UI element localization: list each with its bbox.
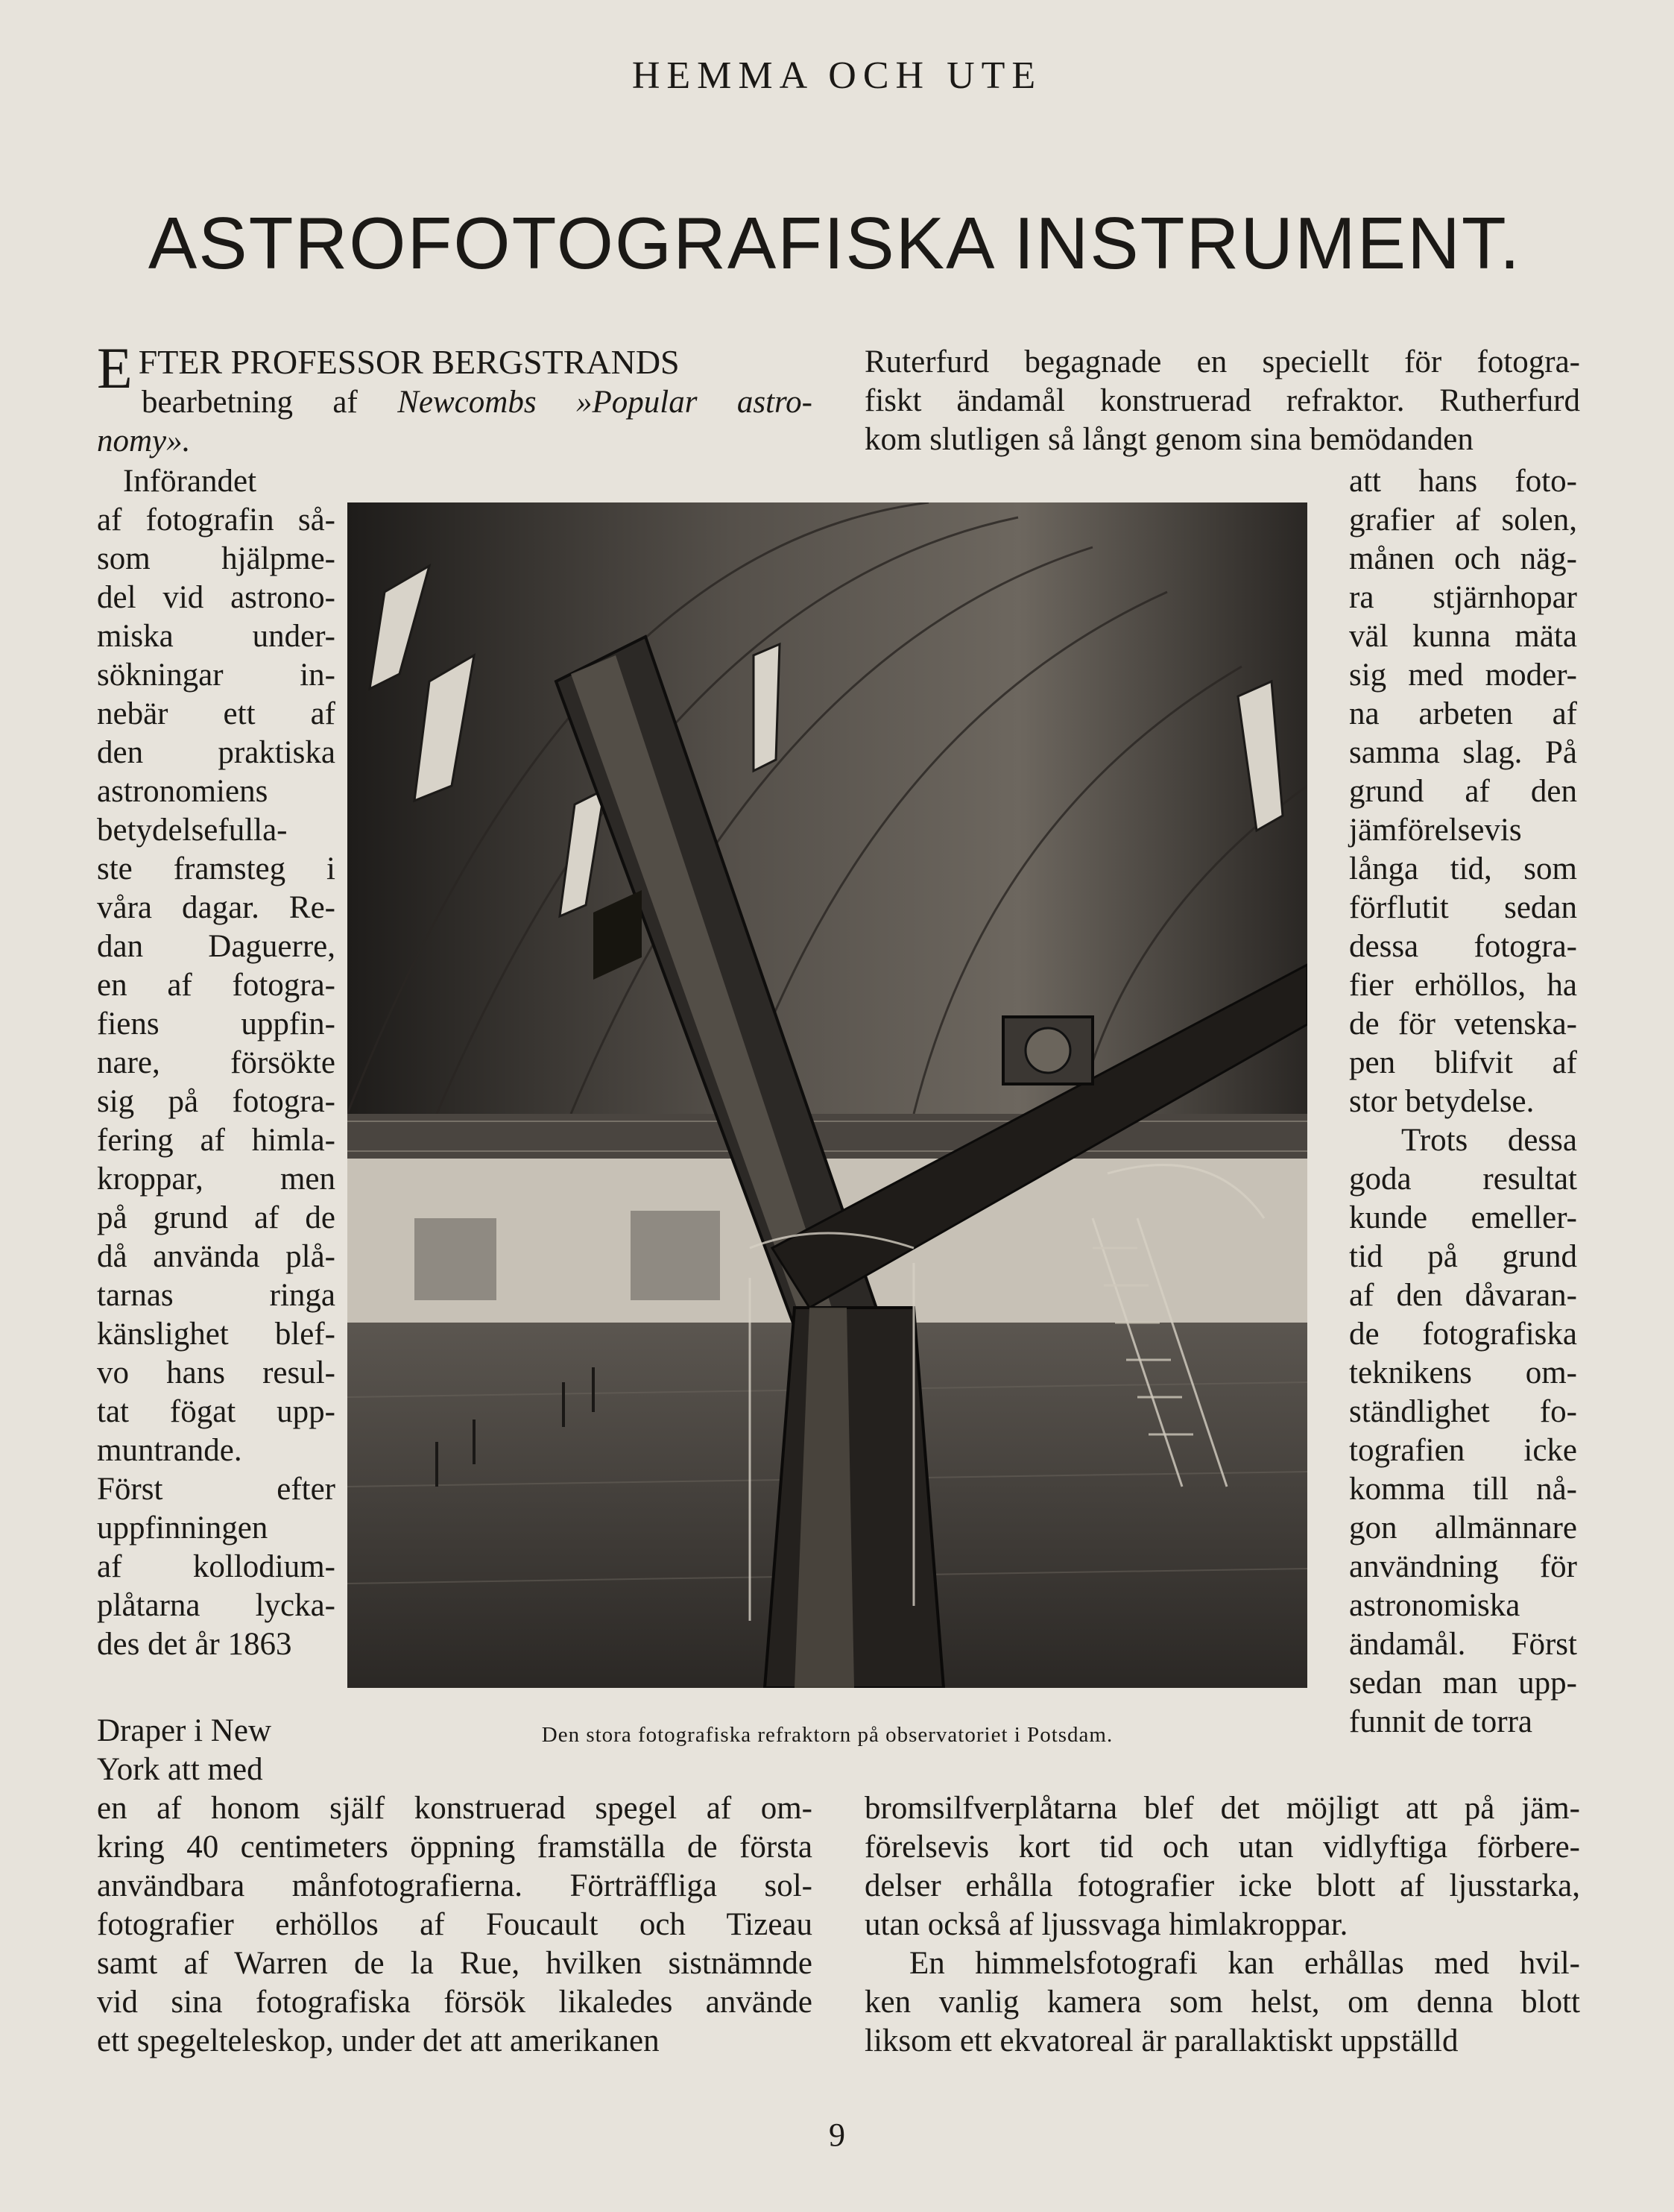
left-column-tail — [97, 1712, 320, 1789]
bottom-left-line: kring 40 centimeters öppning framställa de första — [97, 1830, 812, 1865]
photo-caption: Den stora fotografiska refraktorn på observatoriet i Potsdam. — [541, 1723, 1114, 1747]
bottom-right-line: utan också af ljussvaga himlakroppar. — [865, 1907, 1348, 1942]
bottom-right-line: förelsevis kort tid och utan vidlyftiga förbere- — [865, 1830, 1580, 1865]
bottom-left-column — [97, 1789, 812, 2061]
left-column-line: vo hans resul- — [97, 1355, 335, 1390]
left-column-line: ste framsteg i — [97, 851, 335, 886]
bottom-right-column — [865, 1789, 1580, 2061]
right-column-line: långa tid, som — [1349, 851, 1577, 886]
right-column-line: teknikens om- — [1349, 1355, 1577, 1390]
right-column-line: kunde emeller- — [1349, 1200, 1577, 1235]
left-column-line: den praktiska — [97, 735, 335, 770]
right-column-line: Trots dessa — [1401, 1123, 1577, 1158]
right-column-line: na arbeten af — [1349, 696, 1577, 731]
right-column-line: ra stjärnhopar — [1349, 580, 1577, 615]
right-column-line: tografien icke — [1349, 1433, 1577, 1468]
intro-heading-text: FTER PROFESSOR BERGSTRANDS — [138, 343, 680, 381]
left-column-line: muntrande. — [97, 1433, 242, 1468]
intro-line-2: bearbetning af Newcombs »Popular astro- — [142, 385, 812, 420]
right-column-line: dessa fotogra- — [1349, 929, 1577, 964]
left-column-line: af fotografin så- — [97, 502, 335, 538]
left-column-text — [97, 501, 335, 1664]
left-column-line: våra dagar. Re- — [97, 890, 335, 925]
right-top-line: Ruterfurd begagnade en speciellt för fotogra- — [865, 344, 1580, 379]
bottom-right-line: En himmelsfotografi kan erhållas med hvil- — [909, 1946, 1580, 1981]
left-column-line: af kollodium- — [97, 1549, 335, 1584]
right-column-line: de för vetenska- — [1349, 1006, 1577, 1042]
right-column-line: väl kunna mäta — [1349, 619, 1577, 654]
right-column-line: pen blifvit af — [1349, 1045, 1577, 1080]
left-column-line: då använda plå- — [97, 1239, 335, 1274]
bottom-right-line: bromsilfverplåtarna blef det möjligt att på jäm- — [865, 1791, 1580, 1826]
right-column-line: sedan man upp- — [1349, 1666, 1577, 1701]
left-column-line: uppfinningen — [97, 1510, 268, 1545]
bottom-left-line: fotografier erhöllos af Foucault och Tizeau — [97, 1907, 812, 1942]
left-column-line: miska under- — [97, 619, 335, 654]
right-column-line: tid på grund — [1349, 1239, 1577, 1274]
right-column-line: ständlighet fo- — [1349, 1394, 1577, 1429]
left-column-line: betydelsefulla- — [97, 813, 288, 848]
right-column-line: grafier af solen, — [1349, 502, 1577, 538]
right-column-line: goda resultat — [1349, 1162, 1577, 1197]
left-tail-line: York att med — [97, 1752, 263, 1787]
bottom-left-line: vid sina fotografiska försök likaledes använde — [97, 1985, 812, 2020]
right-column-line: af den dåvaran- — [1349, 1278, 1577, 1313]
right-top-line: fiskt ändamål konstruerad refraktor. Rutherfurd — [865, 383, 1580, 418]
intro-continuation — [97, 383, 812, 461]
right-column-line: användning för — [1349, 1549, 1577, 1584]
right-top-line: kom slutligen så långt genom sina bemödanden — [865, 422, 1474, 457]
intro-line-4: Införandet — [123, 464, 257, 499]
left-column-line: sig på fotogra- — [97, 1084, 335, 1119]
bottom-right-line: liksom ett ekvatoreal är parallaktiskt uppställd — [865, 2023, 1459, 2058]
bottom-left-line: en af honom själf konstruerad spegel af om- — [97, 1791, 812, 1826]
left-column-line: på grund af de — [97, 1200, 335, 1235]
bottom-left-line: ett spegelteleskop, under det att amerikanen — [97, 2023, 660, 2058]
right-column-line: stor betydelse. — [1349, 1084, 1535, 1119]
left-column-line: fiens uppfin- — [97, 1006, 335, 1042]
bottom-right-line: delser erhålla fotografier icke blott af ljusstarka, — [865, 1868, 1580, 1903]
right-column-line: ändamål. Först — [1349, 1627, 1577, 1662]
left-column-line: kroppar, men — [97, 1162, 335, 1197]
right-column-line: fier erhöllos, ha — [1349, 968, 1577, 1003]
right-column-line: gon allmännare — [1349, 1510, 1577, 1545]
right-column-line: att hans foto- — [1349, 464, 1577, 499]
right-column-line: astronomiska — [1349, 1588, 1520, 1623]
bottom-left-line: användbara månfotografierna. Förträffliga sol- — [97, 1868, 812, 1903]
drop-cap: E — [97, 335, 133, 400]
left-column-line: del vid astrono- — [97, 580, 335, 615]
right-column-line: förflutit sedan — [1349, 890, 1577, 925]
right-column-line: funnit de torra — [1349, 1704, 1532, 1739]
left-column-line: sökningar in- — [97, 658, 335, 693]
bottom-right-line: ken vanlig kamera som helst, om denna blott — [865, 1985, 1580, 2020]
left-column-line: plåtarna lycka- — [97, 1588, 335, 1623]
right-column-text — [1349, 462, 1577, 1742]
left-column-line: Först efter — [97, 1472, 335, 1507]
telescope-photograph — [347, 502, 1307, 1688]
right-column-line: sig med moder- — [1349, 658, 1577, 693]
left-column-line: fering af himla- — [97, 1123, 335, 1158]
left-column-line: dan Daguerre, — [97, 929, 335, 964]
bottom-left-line: samt af Warren de la Rue, hvilken sistnämnde — [97, 1946, 812, 1981]
right-column-line: de fotografiska — [1349, 1317, 1577, 1352]
left-column-line: tat fögat upp- — [97, 1394, 335, 1429]
left-column-line: astronomiens — [97, 774, 268, 809]
right-column-line: jämförelsevis — [1349, 813, 1522, 848]
running-head: HEMMA OCH UTE — [631, 54, 1043, 97]
right-column-line: månen och näg- — [1349, 541, 1577, 576]
left-tail-line: Draper i New — [97, 1713, 272, 1748]
left-column-line: som hjälpme- — [97, 541, 335, 576]
left-column-line: nebär ett af — [97, 696, 335, 731]
left-column-line: des det år 1863 — [97, 1627, 292, 1662]
right-column-line: komma till nå- — [1349, 1472, 1577, 1507]
intro-line-3: nomy». — [97, 423, 191, 459]
refractor-illustration — [347, 502, 1307, 1688]
right-column-line: grund af den — [1349, 774, 1577, 809]
left-column-line: känslighet blef- — [97, 1317, 335, 1352]
page-number: 9 — [829, 2117, 845, 2153]
left-column-line: nare, försökte — [97, 1045, 335, 1080]
right-column-line: samma slag. På — [1349, 735, 1577, 770]
left-column-line: tarnas ringa — [97, 1278, 335, 1313]
left-column-line: en af fotogra- — [97, 968, 335, 1003]
article-title: ASTROFOTOGRAFISKA INSTRUMENT. — [148, 202, 1522, 284]
right-column-intro — [865, 343, 1580, 459]
